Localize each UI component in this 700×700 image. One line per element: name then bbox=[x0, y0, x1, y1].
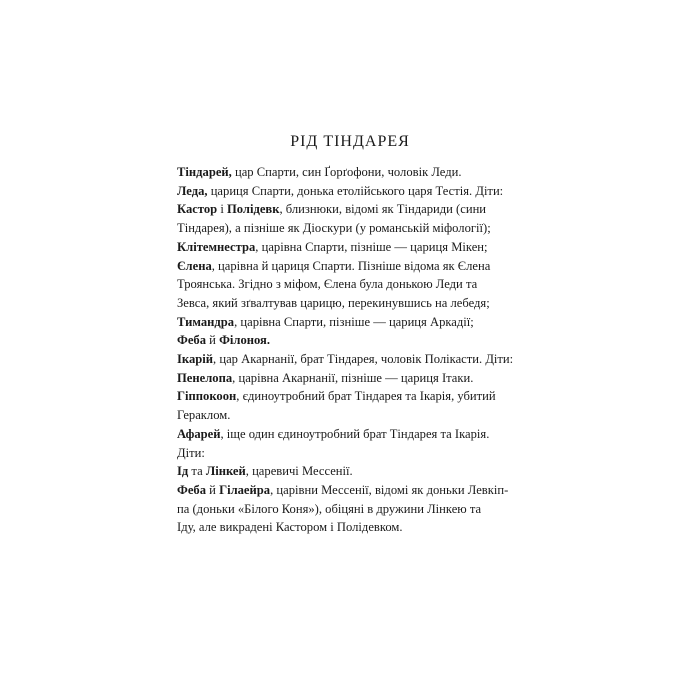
person-name: Лінкей bbox=[205, 464, 246, 479]
entry-line bbox=[177, 406, 507, 425]
genealogy-entry bbox=[177, 163, 507, 182]
entry-text: Іду, але викрадені Кастором і Полідевком. bbox=[177, 520, 403, 535]
entry-text: й bbox=[206, 482, 220, 497]
entry-line bbox=[177, 275, 507, 294]
entry-line bbox=[177, 444, 507, 463]
entry-line bbox=[177, 182, 507, 201]
entry-text: Зевса, який зґвалтував царицю, перекинувшись на лебедя; bbox=[177, 295, 490, 310]
entry-line bbox=[177, 369, 507, 388]
person-name: Леда, bbox=[177, 183, 208, 198]
entry-text: Гераклом. bbox=[177, 408, 231, 423]
person-name: Філоноя. bbox=[219, 333, 271, 348]
entry-text: , царівна Спарти, пізніше — цариця Мікен; bbox=[255, 239, 488, 254]
entry-text: Діти: bbox=[177, 445, 205, 460]
genealogy-list bbox=[177, 163, 514, 537]
genealogy-entry bbox=[177, 182, 507, 201]
genealogy-entry bbox=[177, 200, 507, 237]
entry-text: па (доньки «Білого Коня»), обіцяні в дружини Лінкею та bbox=[177, 501, 482, 516]
entry-text: , цар Акарнанії, брат Тіндарея, чоловік Полікасти. Діти: bbox=[213, 352, 514, 367]
genealogy-entry bbox=[177, 369, 507, 388]
entry-text: і bbox=[217, 202, 227, 217]
entry-line bbox=[177, 331, 507, 350]
page-heading: РІД ТІНДАРЕЯ bbox=[290, 133, 410, 150]
entry-text: цар Спарти, син Ґорґофони, чоловік Леди. bbox=[231, 165, 462, 179]
entry-line bbox=[177, 481, 509, 500]
entry-line bbox=[177, 163, 507, 182]
entry-line bbox=[177, 518, 507, 537]
entry-text: , близнюки, відомі як Тіндариди (сини bbox=[279, 202, 487, 217]
person-name: Гілаейра bbox=[219, 482, 271, 497]
person-name: Тіндарей, bbox=[177, 165, 232, 179]
entry-line bbox=[177, 387, 507, 406]
entry-line bbox=[177, 294, 507, 313]
entry-text: , царівна й цариця Спарти. Пізніше відома як Єлена bbox=[211, 258, 491, 273]
entry-line bbox=[177, 350, 514, 369]
entry-text: й bbox=[206, 333, 220, 348]
person-name: Афарей bbox=[177, 426, 221, 441]
entry-text: Троянська. Згідно з міфом, Єлена була донькою Леди та bbox=[177, 277, 478, 292]
genealogy-entry bbox=[177, 257, 507, 313]
genealogy-entry bbox=[177, 387, 507, 424]
person-name: Тимандра bbox=[177, 314, 235, 329]
entry-line bbox=[177, 238, 507, 257]
person-name: Пенелопа bbox=[177, 370, 233, 385]
entry-line bbox=[177, 500, 507, 519]
genealogy-entry bbox=[177, 313, 507, 332]
person-name: Феба bbox=[177, 333, 207, 348]
person-name: Ід bbox=[177, 464, 189, 479]
genealogy-entry bbox=[177, 425, 507, 462]
entry-line bbox=[177, 219, 507, 238]
entry-text: , царівни Мессенії, відомі як доньки Левкіп- bbox=[270, 482, 509, 497]
entry-text: Тіндарея), а пізніше як Діоскури (у романській міфології); bbox=[177, 221, 491, 236]
genealogy-entry bbox=[177, 462, 507, 481]
entry-line bbox=[177, 200, 507, 219]
person-name: Ікарій bbox=[177, 352, 214, 367]
entry-text: та bbox=[188, 464, 206, 479]
entry-line bbox=[177, 257, 507, 276]
entry-text: , іще один єдиноутробний брат Тіндарея та Ікарія. bbox=[220, 426, 490, 441]
genealogy-entry bbox=[177, 350, 514, 369]
genealogy-entry bbox=[177, 238, 507, 257]
person-name: Полідевк bbox=[226, 202, 280, 217]
entry-line bbox=[177, 425, 507, 444]
genealogy-entry bbox=[177, 331, 507, 350]
genealogy-entry bbox=[177, 481, 507, 537]
entry-line bbox=[177, 462, 507, 481]
person-name: Кастор bbox=[177, 202, 218, 217]
person-name: Єлена bbox=[177, 258, 212, 273]
entry-line bbox=[177, 313, 507, 332]
person-name: Клітемнестра bbox=[177, 239, 256, 254]
entry-text: , царівна Спарти, пізніше — цариця Аркадії; bbox=[234, 314, 474, 329]
person-name: Феба bbox=[177, 482, 207, 497]
entry-text: , царівна Акарнанії, пізніше — цариця Ітаки. bbox=[232, 370, 474, 385]
entry-text: , єдиноутробний брат Тіндарея та Ікарія, убитий bbox=[236, 389, 496, 404]
entry-text: , царевичі Мессенії. bbox=[245, 464, 353, 479]
person-name: Гіппокоон bbox=[177, 389, 237, 404]
entry-text: цариця Спарти, донька етолійського царя Тестія. Діти: bbox=[207, 183, 504, 198]
